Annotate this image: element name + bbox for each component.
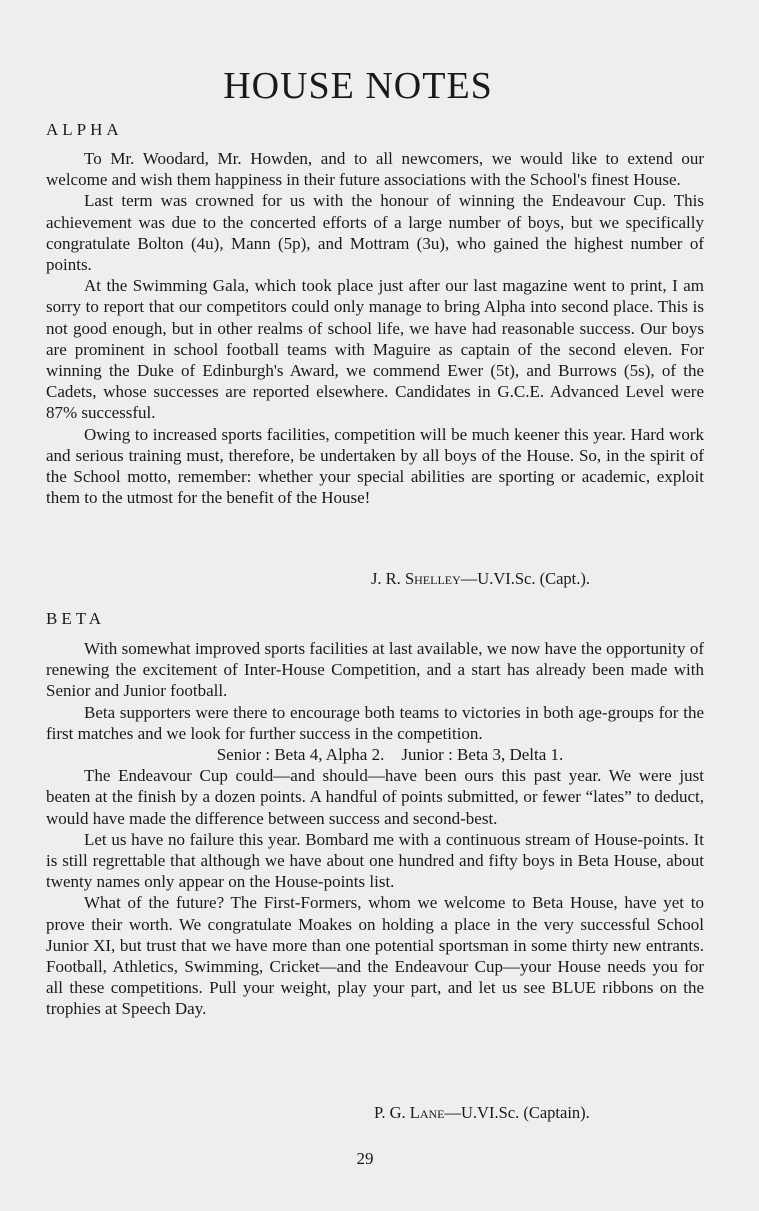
paragraph: At the Swimming Gala, which took place just after our last magazine went to print, I am sorry to report that our competitors could only manage to bring Alpha into second place. This is not good enough, but in other realms of school life, we have had reasonable success. Our boys are prominent in school football teams with Maguire as captain of the second eleven. For winning the Duke of Edinburgh's Award, we commend Ewer (5t), and Burrows (5s), of the Cadets, whose successes are reported elsewhere. Candidates in G.C.E. Advanced Level were 87% successful. <box>46 276 704 423</box>
page-title: HOUSE NOTES <box>223 65 493 107</box>
signature-suffix: —U.VI.Sc. (Capt.). <box>460 569 591 588</box>
paragraph: The Endeavour Cup could—and should—have been ours this past year. We were just beaten at the finish by a dozen points. A handful of points submitted, or fewer “lates” to deduct, would have made the difference between success and second-best. <box>46 766 704 828</box>
paragraph: To Mr. Woodard, Mr. Howden, and to all newcomers, we would like to extend our welcome and wish them happiness in their future associations with the School's finest House. <box>46 149 704 190</box>
section-heading-alpha: ALPHA <box>46 120 123 139</box>
paragraph: Last term was crowned for us with the honour of winning the Endeavour Cup. This achievement was due to the concerted efforts of a large number of boys, but we specifically congratulate Bolton (4u), Mann (5p), and Mottram (3u), who gained the highest number of points. <box>46 191 704 275</box>
beta-body <box>46 638 704 1020</box>
beta-signature <box>374 1103 590 1123</box>
paragraph: With somewhat improved sports facilities at last available, we now have the opportunity of renewing the excitement of Inter-House Competition, and a start has already been made with Senior and Junior football. <box>46 639 704 701</box>
signature-initials: J. R. <box>371 569 401 588</box>
page-number: 29 <box>356 1149 374 1168</box>
alpha-body <box>46 148 704 508</box>
paragraph: What of the future? The First-Formers, whom we welcome to Beta House, have yet to prove their worth. We congratulate Moakes on holding a place in the very successful School Junior XI, but trust that we have more than one potential sportsman in some thirty new entrants. Football, Athletics, Swimming, Cricket—and the Endeavour Cup—your House needs you for all these competitions. Pull your weight, play your part, and let us see BLUE ribbons on the trophies at Speech Day. <box>46 893 704 1019</box>
signature-surname: Lane <box>409 1103 445 1122</box>
alpha-signature <box>371 569 590 589</box>
paragraph: Beta supporters were there to encourage both teams to victories in both age-groups for the first matches and we look for further success in the competition. <box>46 702 704 743</box>
signature-initials: P. G. <box>374 1103 406 1122</box>
section-heading-beta: BETA <box>46 609 106 628</box>
signature-surname: Shelley <box>404 569 461 588</box>
paragraph: Let us have no failure this year. Bombard me with a continuous stream of House-points. It is still regrettable that although we have about one hundred and fifty boys in Beta House, about twenty names only appear on the House-points list. <box>46 829 704 892</box>
match-scores: Senior : Beta 4, Alpha 2. Junior : Beta 3, Delta 1. <box>216 745 564 765</box>
signature-suffix: —U.VI.Sc. (Captain). <box>444 1103 590 1122</box>
paragraph: Owing to increased sports facilities, competition will be much keener this year. Hard work and serious training must, therefore, be undertaken by all boys of the House. So, in the spirit of the School motto, remember: whether your special abilities are sporting or academic, exploit them to the utmost for the benefit of the House! <box>46 424 704 508</box>
